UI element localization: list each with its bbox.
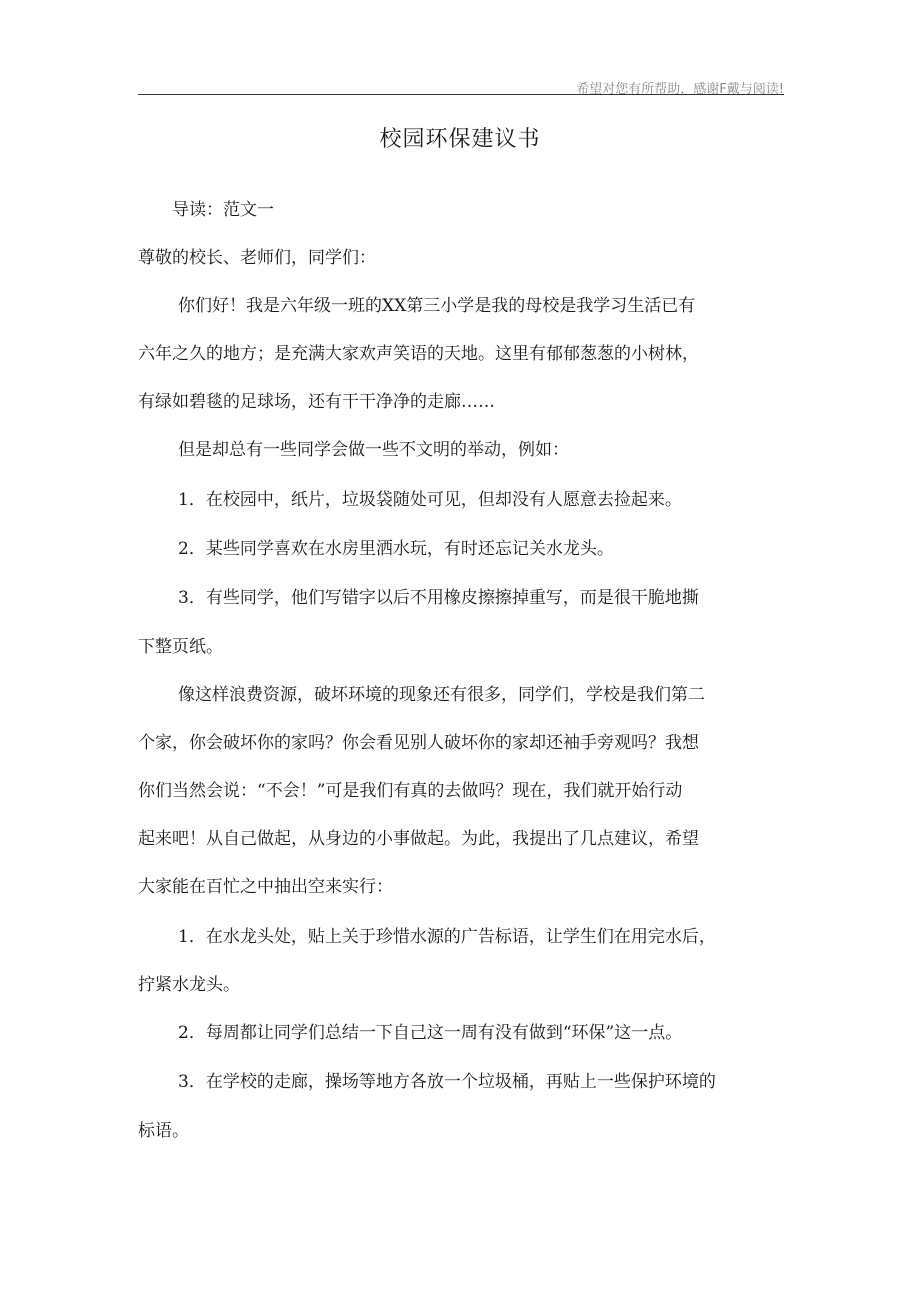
list-item: 1．在水龙头处，贴上关于珍惜水源的广告标语，让学生们在用完水后， [178,927,716,947]
list-item: 3．有些同学，他们写错字以后不用橡皮擦擦掉重写，而是很干脆地撕 [178,588,699,608]
list-item: 2．每周都让同学们总结一下自己这一周有没有做到“环保”这一点。 [178,1023,683,1043]
list-item: 3．在学校的走廊，操场等地方各放一个垃圾桶，再贴上一些保护环境的 [178,1072,716,1092]
header-text: 希望对您有所帮助，感谢F戴与阅读! [576,82,784,97]
text-line: 大家能在百忙之中抽出空来实行： [138,877,393,897]
guide-line: 导读：范文一 [172,200,274,220]
salutation: 尊敬的校长、老师们，同学们： [138,248,376,268]
text-line: 像这样浪费资源，破坏环境的现象还有很多，同学们，学校是我们第二 [178,685,705,705]
page-header [138,78,784,95]
text-line: 标语。 [138,1121,189,1141]
text-line: 但是却总有一些同学会做一些不文明的举动，例如： [178,440,569,460]
text-line: 下整页纸。 [138,637,223,657]
list-item: 1．在校园中，纸片，垃圾袋随处可见，但却没有人愿意去捡起来。 [178,490,682,510]
list-item: 2．某些同学喜欢在水房里洒水玩，有时还忘记关水龙头。 [178,539,614,559]
text-line: 你们当然会说：“不会！”可是我们有真的去做吗？现在，我们就开始行动 [138,781,683,801]
text-line: 有绿如碧毯的足球场，还有干干净净的走廊…… [138,392,495,412]
document-title: 校园环保建议书 [379,127,541,152]
text-line: 起来吧！从自己做起，从身边的小事做起。为此，我提出了几点建议，希望 [138,829,699,849]
text-line: 六年之久的地方；是充满大家欢声笑语的天地。这里有郁郁葱葱的小树林， [138,344,699,364]
text-line: 你们好！我是六年级一班的XX第三小学是我的母校是我学习生活已有 [178,296,696,316]
text-line: 拧紧水龙头。 [138,975,240,995]
text-line: 个家，你会破坏你的家吗？你会看见别人破坏你的家却还袖手旁观吗？我想 [138,733,699,753]
